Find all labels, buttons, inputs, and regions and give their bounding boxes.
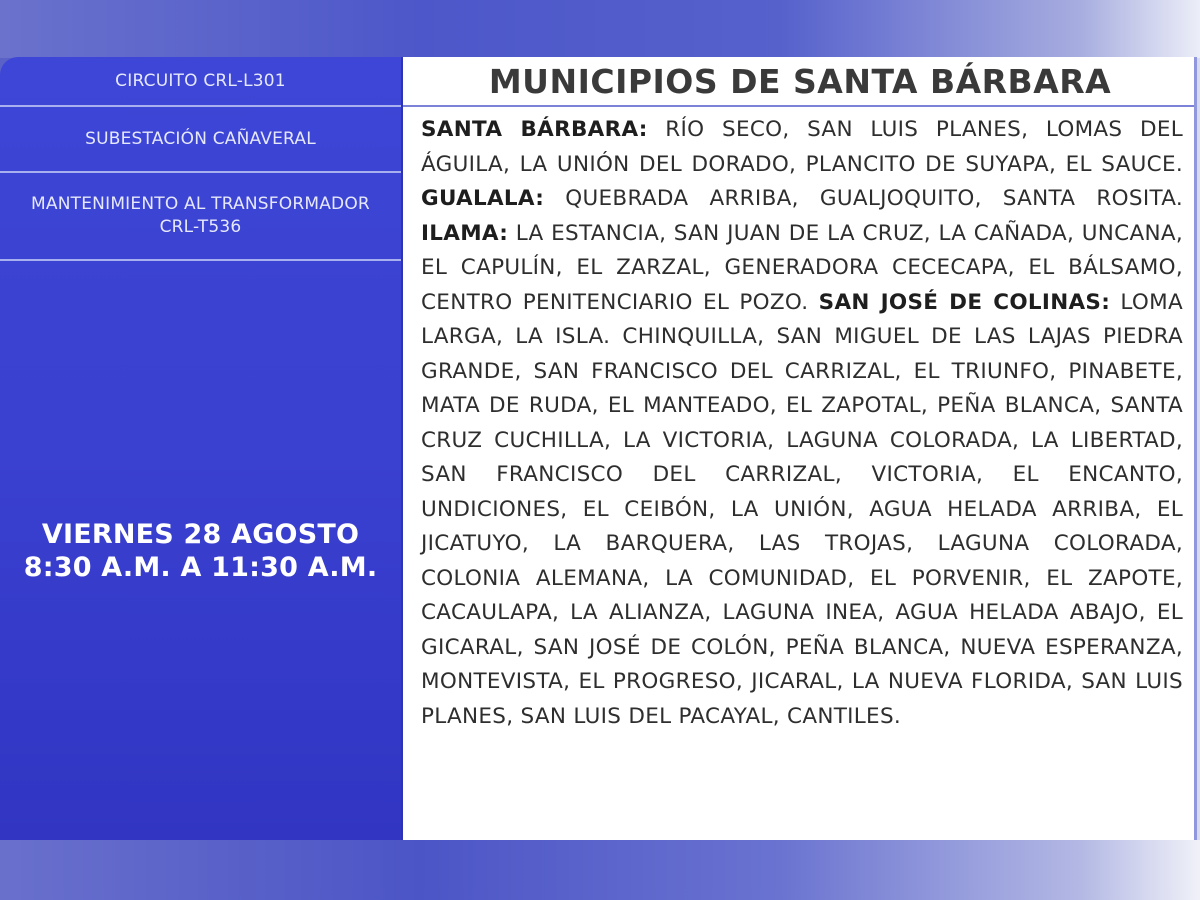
- background-bottom: [0, 840, 1200, 900]
- schedule-time: 8:30 A.M. A 11:30 A.M.: [23, 552, 378, 583]
- background-top: [0, 0, 1200, 58]
- places-list: RÍO SECO, SAN LUIS PLANES, LOMAS DEL ÁGUILA, LA UNIÓN DEL DORADO, PLANCITO DE SUYAPA, EL SAUCE.: [421, 117, 1183, 177]
- schedule-datetime: [0, 262, 401, 840]
- substation-label: SUBESTACIÓN CAÑAVERAL: [85, 129, 316, 149]
- municipality-name: SANTA BÁRBARA:: [421, 117, 648, 142]
- places-list: QUEBRADA ARRIBA, GUALJOQUITO, SANTA ROSITA.: [544, 186, 1183, 211]
- maintenance-line-1: MANTENIMIENTO AL TRANSFORMADOR: [31, 194, 370, 214]
- affected-places-text: [403, 107, 1197, 734]
- places-list: LA ESTANCIA, SAN JUAN DE LA CRUZ, LA CAÑADA, UNCANA, EL CAPULÍN, EL ZARZAL, GENERADORA CECECAPA, EL BÁLSAMO, CENTRO PENITENCIARIO EL POZO.: [421, 220, 1183, 315]
- maintenance-label: [0, 173, 401, 259]
- outage-schedule-card: [0, 57, 1197, 840]
- circuit-label: CIRCUITO CRL-L301: [115, 71, 286, 91]
- divider: [0, 259, 401, 261]
- schedule-date: VIERNES 28 AGOSTO: [41, 519, 360, 550]
- municipality-name: SAN JOSÉ DE COLINAS:: [818, 289, 1111, 315]
- panel-border: [1194, 57, 1197, 840]
- municipality-name: GUALALA:: [421, 186, 545, 211]
- municipality-name: ILAMA:: [421, 220, 509, 246]
- maintenance-line-2: CRL-T536: [159, 217, 242, 237]
- schedule-info-panel: [0, 57, 401, 840]
- places-list: LOMA LARGA, LA ISLA. CHINQUILLA, SAN MIGUEL DE LAS LAJAS PIEDRA GRANDE, SAN FRANCISCO DEL CARRIZAL, EL TRIUNFO, PINABETE, MATA DE RUDA, EL MANTEADO, EL ZAPOTAL, PEÑA BLANCA, SANTA CRUZ CUCHILLA, LA VICTORIA, LAGUNA COLORADA, LA LIBERTAD, SAN FRANCISCO DEL CARRIZAL, VICTORIA, EL ENCANTO, UNDICIONES, EL CEIBÓN, LA UNIÓN, AGUA HELADA ARRIBA, EL JICATUYO, LA BARQUERA, LAS TROJAS, LAGUNA COLORADA, COLONIA ALEMANA, LA COMUNIDAD, EL PORVENIR, EL ZAPOTE, CACAULAPA, LA ALIANZA, LAGUNA INEA, AGUA HELADA ABAJO, EL GICARAL, SAN JOSÉ DE COLÓN, PEÑA BLANCA, NUEVA ESPERANZA, MONTEVISTA, EL PROGRESO, JICARAL, LA NUEVA FLORIDA, SAN LUIS PLANES, SAN LUIS DEL PACAYAL, CANTILES.: [421, 289, 1183, 729]
- panel-title: MUNICIPIOS DE SANTA BÁRBARA: [403, 57, 1197, 107]
- municipalities-panel: [401, 57, 1197, 840]
